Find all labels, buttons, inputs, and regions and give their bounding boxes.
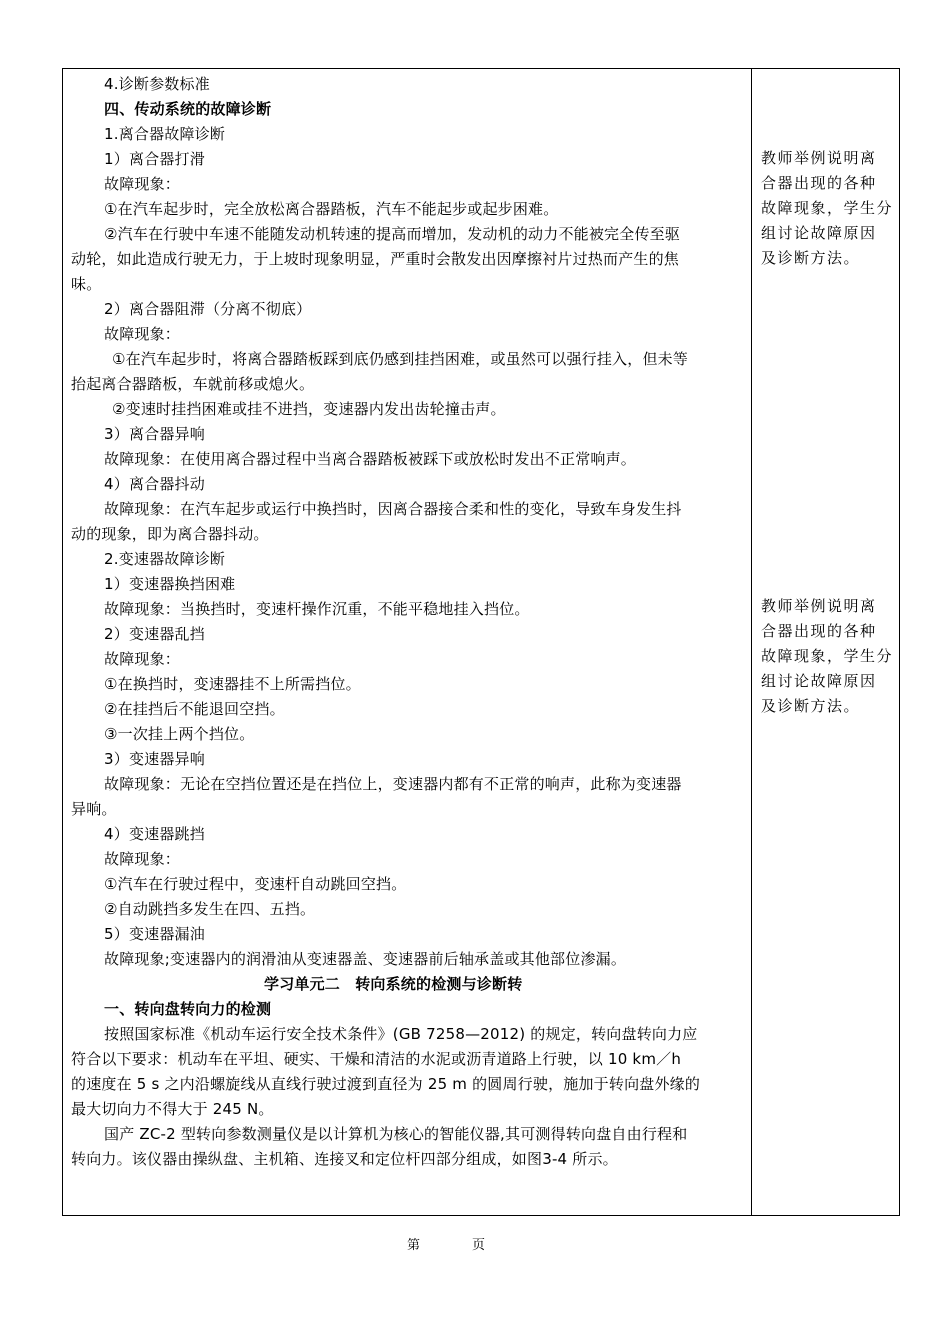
subsection-heading: 2.变速器故障诊断: [104, 550, 226, 568]
text-line: ②汽车在行驶中车速不能随发动机转速的提高而增加，发动机的动力不能被完全传至驱: [104, 225, 681, 243]
item-heading: 4）变速器跳挡: [104, 825, 205, 843]
text-line: 故障现象;变速器内的润滑油从变速器盖、变速器前后轴承盖或其他部位渗漏。: [104, 950, 627, 968]
side-note-line: 教师举例说明离: [761, 597, 877, 615]
section-heading: 一、转向盘转向力的检测: [104, 1000, 272, 1018]
item-heading: 2）变速器乱挡: [104, 625, 205, 643]
side-note-line: 及诊断方法。: [761, 697, 861, 715]
text-line: 味。: [71, 275, 102, 293]
text-line: 故障现象：: [104, 850, 181, 868]
text-line: 故障现象：: [104, 325, 181, 343]
side-note-line: 合器出现的各种: [761, 622, 877, 640]
side-note-line: 组讨论故障原因: [761, 224, 877, 242]
text-line: 故障现象：当换挡时，变速杆操作沉重，不能平稳地挂入挡位。: [104, 600, 530, 618]
text-line: 4.诊断参数标准: [104, 75, 210, 93]
side-note-line: 合器出现的各种: [761, 174, 877, 192]
text-line: 故障现象：无论在空挡位置还是在挡位上，变速器内都有不正常的响声，此称为变速器: [104, 775, 682, 793]
subsection-heading: 1.离合器故障诊断: [104, 125, 226, 143]
side-note-clutch: [761, 146, 896, 271]
unit-title: 学习单元二 转向系统的检测与诊断转: [264, 975, 523, 993]
side-note-line: 故障现象，学生分: [761, 199, 894, 217]
text-line: ②自动跳挡多发生在四、五挡。: [104, 900, 316, 918]
text-line: ③一次挂上两个挡位。: [104, 725, 255, 743]
text-line: 转向力。该仪器由操纵盘、主机箱、连接叉和定位杆四部分组成，如图3-4 所示。: [71, 1150, 618, 1168]
item-heading: 4）离合器抖动: [104, 475, 205, 493]
text-line: ①在换挡时，变速器挂不上所需挡位。: [104, 675, 361, 693]
item-heading: 2）离合器阻滞（分离不彻底）: [104, 300, 312, 318]
text-line: 符合以下要求：机动车在平坦、硬实、干燥和清洁的水泥或沥青道路上行驶，以 10 km／h: [71, 1050, 682, 1068]
column-divider: [751, 68, 752, 1216]
side-note-line: 组讨论故障原因: [761, 672, 877, 690]
text-line: ②变速时挂挡困难或挂不进挡，变速器内发出齿轮撞击声。: [112, 400, 506, 418]
text-line: 国产 ZC-2 型转向参数测量仪是以计算机为核心的智能仪器,其可测得转向盘自由行程和: [104, 1125, 688, 1143]
text-line: 故障现象：: [104, 650, 181, 668]
item-heading: 1）变速器换挡困难: [104, 575, 236, 593]
text-line: ①在汽车起步时，完全放松离合器踏板，汽车不能起步或起步困难。: [104, 200, 559, 218]
side-note-line: 教师举例说明离: [761, 149, 877, 167]
text-line: 按照国家标准《机动车运行安全技术条件》(GB 7258—2012) 的规定，转向盘转向力应: [104, 1025, 698, 1043]
item-heading: 3）变速器异响: [104, 750, 205, 768]
text-line: 动的现象，即为离合器抖动。: [71, 525, 269, 543]
side-note-line: 及诊断方法。: [761, 249, 861, 267]
text-line: ①汽车在行驶过程中，变速杆自动跳回空挡。: [104, 875, 407, 893]
side-note-gearbox: [761, 594, 896, 719]
section-heading: 四、传动系统的故障诊断: [104, 100, 272, 118]
text-line: 的速度在 5 s 之内沿螺旋线从直线行驶过渡到直径为 25 m 的圆周行驶，施加于转向盘外缘的: [71, 1075, 701, 1093]
footer-page-suffix: 页: [472, 1238, 486, 1253]
text-line: 异响。: [71, 800, 117, 818]
text-line: ②在挂挡后不能退回空挡。: [104, 700, 285, 718]
side-note-line: 故障现象，学生分: [761, 647, 894, 665]
text-line: 故障现象：在汽车起步或运行中换挡时，因离合器接合柔和性的变化，导致车身发生抖: [104, 500, 682, 518]
item-heading: 3）离合器异响: [104, 425, 205, 443]
text-line: 故障现象：在使用离合器过程中当离合器踏板被踩下或放松时发出不正常响声。: [104, 450, 637, 468]
text-line: 最大切向力不得大于 245 N。: [71, 1100, 274, 1118]
item-heading: 5）变速器漏油: [104, 925, 205, 943]
text-line: ①在汽车起步时，将离合器踏板踩到底仍感到挂挡困难，或虽然可以强行挂入，但未等: [112, 350, 689, 368]
text-line: 抬起离合器踏板，车就前移或熄火。: [71, 375, 315, 393]
item-heading: 1）离合器打滑: [104, 150, 205, 168]
footer-page-prefix: 第: [407, 1238, 421, 1253]
text-line: 动轮，如此造成行驶无力，于上坡时现象明显，严重时会散发出因摩擦衬片过热而产生的焦: [71, 250, 680, 268]
text-line: 故障现象：: [104, 175, 181, 193]
